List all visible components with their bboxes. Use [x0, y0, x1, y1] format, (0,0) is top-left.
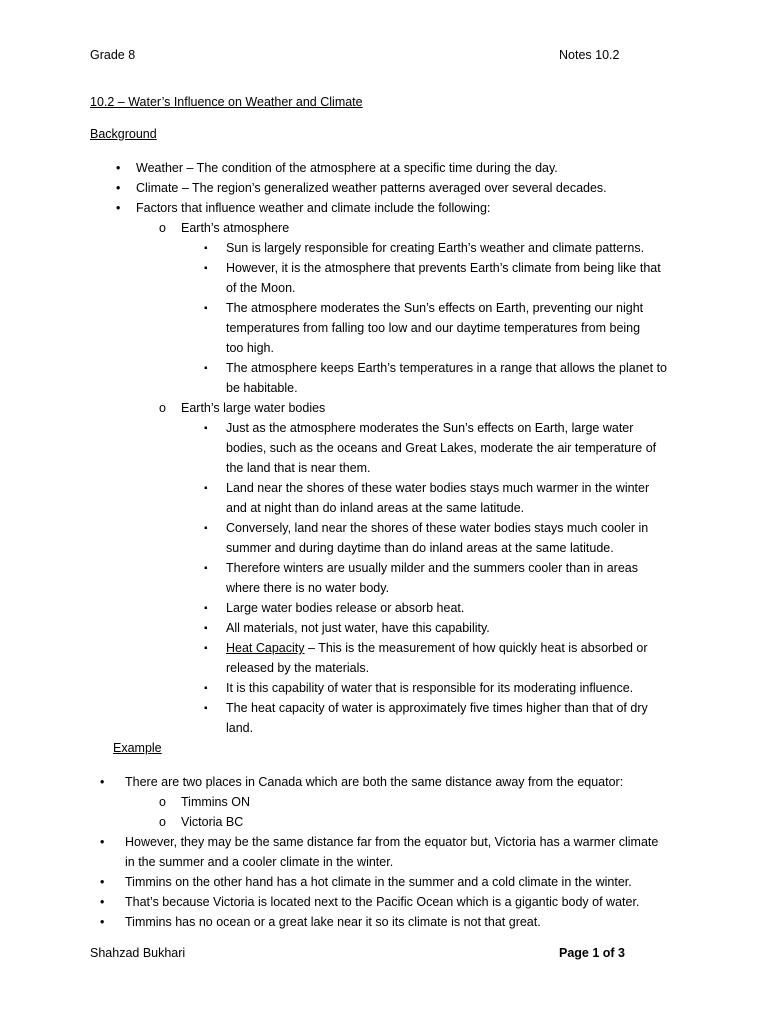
header-notes: Notes 10.2 [559, 48, 620, 62]
bullet-icon: • [116, 161, 121, 175]
heat-capacity-line-2: released by the materials. [226, 661, 370, 675]
sublist-label-atmosphere: Earth’s atmosphere [181, 221, 290, 235]
water-item-5-line-0: All materials, not just water, have this capability. [226, 621, 490, 635]
square-bullet-icon: ▪ [204, 483, 208, 494]
square-bullet-icon: ▪ [204, 703, 208, 714]
example-item-2-line-0: That’s because Victoria is located next to the Pacific Ocean which is a gigantic body of water. [125, 895, 640, 909]
sub-bullet-icon: o [159, 221, 166, 235]
sublist-label-water-bodies: Earth’s large water bodies [181, 401, 326, 415]
water-item-1-line-1: and at night than do inland areas at the same latitude. [226, 501, 525, 515]
bullet-icon: • [100, 895, 105, 909]
header-grade: Grade 8 [90, 48, 136, 62]
bullet-weather: Weather – The condition of the atmosphere at a specific time during the day. [136, 161, 558, 175]
water-item2-0-line-0: It is this capability of water that is responsible for its moderating influence. [226, 681, 634, 695]
water-item-4-line-0: Large water bodies release or absorb heat. [226, 601, 465, 615]
footer-page: Page 1 of 3 [559, 946, 625, 960]
example-item-3-line-0: Timmins has no ocean or a great lake near it so its climate is not that great. [125, 915, 541, 929]
water-item2-1-line-1: land. [226, 721, 254, 735]
example-intro: There are two places in Canada which are both the same distance away from the equator: [125, 775, 624, 789]
heat-capacity-item [226, 639, 648, 657]
atmosphere-item-3-line-1: be habitable. [226, 381, 298, 395]
square-bullet-icon: ▪ [204, 623, 208, 634]
footer-author: Shahzad Bukhari [90, 946, 186, 960]
example-item-0-line-0: However, they may be the same distance far from the equator but, Victoria has a warmer climate [125, 835, 659, 849]
bullet-icon: • [100, 915, 105, 929]
example-item-1-line-0: Timmins on the other hand has a hot climate in the summer and a cold climate in the winter. [125, 875, 632, 889]
example-heading: Example [113, 741, 162, 755]
square-bullet-icon: ▪ [204, 243, 208, 254]
bullet-climate: Climate – The region’s generalized weather patterns averaged over several decades. [136, 181, 607, 195]
atmosphere-item-1-line-1: of the Moon. [226, 281, 296, 295]
square-bullet-icon: ▪ [204, 563, 208, 574]
atmosphere-item-1-line-0: However, it is the atmosphere that prevents Earth’s climate from being like that [226, 261, 661, 275]
bullet-icon: • [100, 875, 105, 889]
example-place-0: Timmins ON [181, 795, 250, 809]
square-bullet-icon: ▪ [204, 303, 208, 314]
example-item-0-line-1: in the summer and a cooler climate in the winter. [125, 855, 394, 869]
water-item-0-line-1: bodies, such as the oceans and Great Lakes, moderate the air temperature of [226, 441, 657, 455]
bullet-factors: Factors that influence weather and climate include the following: [136, 201, 491, 215]
square-bullet-icon: ▪ [204, 363, 208, 374]
heat-capacity-term: Heat Capacity [226, 641, 305, 655]
bullet-icon: • [116, 181, 121, 195]
square-bullet-icon: ▪ [204, 643, 208, 654]
square-bullet-icon: ▪ [204, 263, 208, 274]
water-item-2-line-0: Conversely, land near the shores of these water bodies stays much cooler in [226, 521, 649, 535]
heat-capacity-definition: – This is the measurement of how quickly heat is absorbed or [304, 641, 648, 655]
page-title: 10.2 – Water’s Influence on Weather and Climate [90, 95, 363, 109]
bullet-icon: • [100, 835, 105, 849]
background-heading: Background [90, 127, 157, 141]
bullet-icon: • [100, 775, 105, 789]
water-item2-1-line-0: The heat capacity of water is approximately five times higher than that of dry [226, 701, 648, 715]
atmosphere-item-2-line-1: temperatures from falling too low and our daytime temperatures from being [226, 321, 641, 335]
atmosphere-item-3-line-0: The atmosphere keeps Earth’s temperatures in a range that allows the planet to [226, 361, 667, 375]
example-place-1: Victoria BC [181, 815, 244, 829]
atmosphere-item-2-line-2: too high. [226, 341, 274, 355]
water-item-3-line-1: where there is no water body. [226, 581, 390, 595]
square-bullet-icon: ▪ [204, 423, 208, 434]
water-item-0-line-2: the land that is near them. [226, 461, 371, 475]
atmosphere-item-0-line-0: Sun is largely responsible for creating Earth’s weather and climate patterns. [226, 241, 645, 255]
water-item-0-line-0: Just as the atmosphere moderates the Sun’s effects on Earth, large water [226, 421, 634, 435]
sub-bullet-icon: o [159, 401, 166, 415]
water-item-1-line-0: Land near the shores of these water bodies stays much warmer in the winter [226, 481, 650, 495]
water-item-2-line-1: summer and during daytime than do inland areas at the same latitude. [226, 541, 614, 555]
square-bullet-icon: ▪ [204, 683, 208, 694]
square-bullet-icon: ▪ [204, 523, 208, 534]
bullet-icon: • [116, 201, 121, 215]
water-item-3-line-0: Therefore winters are usually milder and the summers cooler than in areas [226, 561, 638, 575]
sub-bullet-icon: o [159, 795, 166, 809]
sub-bullet-icon: o [159, 815, 166, 829]
square-bullet-icon: ▪ [204, 603, 208, 614]
atmosphere-item-2-line-0: The atmosphere moderates the Sun’s effects on Earth, preventing our night [226, 301, 644, 315]
